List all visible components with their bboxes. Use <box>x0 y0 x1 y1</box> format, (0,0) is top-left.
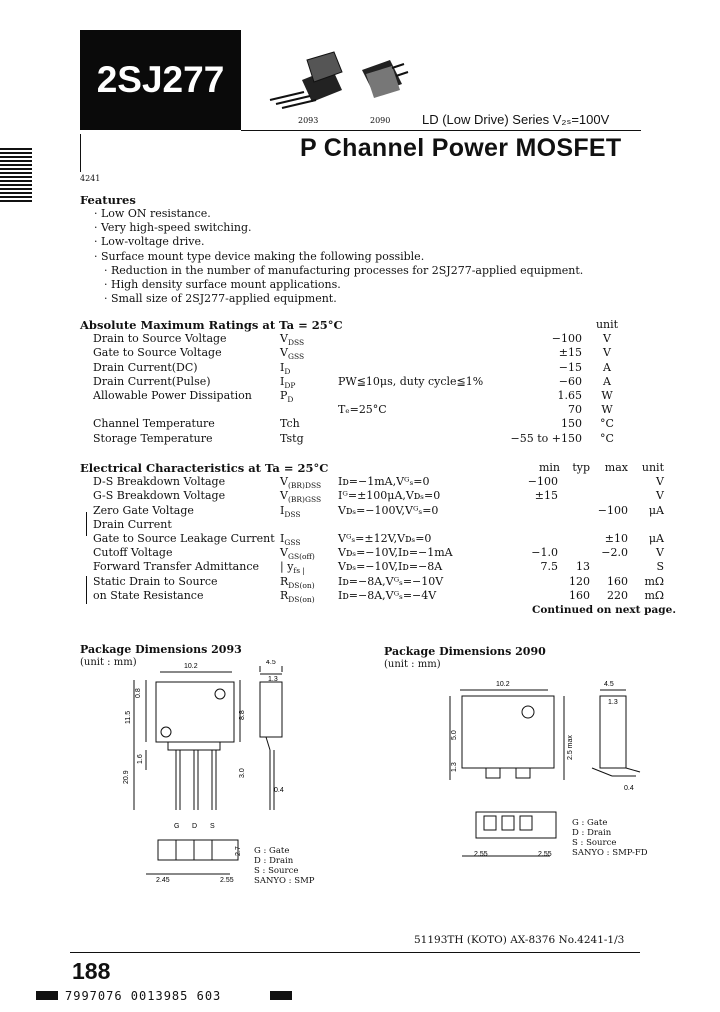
condition: Iᴅ=−1mA,Vᴳₛ=0 <box>338 475 430 489</box>
pkg1-dim: 20.9 <box>123 770 130 784</box>
typ-value: 160 <box>569 588 590 602</box>
unit: V <box>656 475 664 489</box>
elec-rows <box>80 475 670 603</box>
pkg2-unit: (unit : mm) <box>384 659 441 670</box>
feature-subitem: · Small size of 2SJ277-applied equipment. <box>104 292 337 306</box>
package-2093-image <box>270 52 342 108</box>
elec-row <box>80 589 670 603</box>
feature-subitem: · Reduction in the number of manufacturing processes for 2SJ277-applied equipment. <box>104 263 584 277</box>
rating-value: ±15 <box>558 346 582 360</box>
symbol: Tstg <box>280 431 304 445</box>
feature-item: · Low ON resistance. <box>94 207 211 220</box>
symbol: $P_D$ <box>280 388 294 405</box>
param-name: Gate to Source Voltage <box>93 346 222 360</box>
elec-row <box>80 489 670 503</box>
continued-row <box>80 603 676 617</box>
param-name: Static Drain to Source <box>93 574 218 588</box>
part-number-box <box>80 30 241 130</box>
unit: W <box>601 388 613 402</box>
min-value: −100 <box>527 475 558 489</box>
pkg2-dim: 10.2 <box>496 681 510 688</box>
abs-max-table <box>80 318 620 446</box>
elec-row <box>80 532 670 546</box>
symbol-subscript: DP <box>284 380 296 390</box>
condition: Tₑ=25°C <box>338 403 387 417</box>
pkg2-dim: 2.55 <box>474 851 488 858</box>
feature-item: · Surface mount type device making the following possible. <box>94 249 425 263</box>
feature-item: · Low-voltage drive. <box>94 235 205 249</box>
symbol: | $y_{fs |}$ <box>280 560 305 576</box>
rating-value: 1.65 <box>557 388 582 402</box>
rating-value: 70 <box>568 403 582 417</box>
symbol-subscript: GS(off) <box>287 552 315 562</box>
unit: μA <box>648 531 664 545</box>
doc-code: 4241 <box>80 174 101 183</box>
param-name: Forward Transfer Admittance <box>93 560 259 574</box>
barcode-mark-right <box>270 991 292 1000</box>
abs-max-unit-header: unit <box>595 318 619 331</box>
unit: S <box>656 560 664 574</box>
symbol-subscript: fs | <box>293 566 305 576</box>
typ-value: 13 <box>576 560 590 574</box>
min-value: 7.5 <box>540 560 558 574</box>
pkg1-dim: 0.8 <box>135 688 142 698</box>
series-line: LD (Low Drive) Series V₂ₛ=100V <box>422 112 610 127</box>
min-value: −1.0 <box>531 546 558 560</box>
doc-reference: 51193TH (KOTO) AX-8376 No.4241-1/3 <box>414 934 625 946</box>
elec-row <box>80 475 670 489</box>
barcode-text: 7997076 0013985 603 <box>65 989 222 1003</box>
symbol-subscript: DSS <box>287 338 305 348</box>
abs-max-heading: Absolute Maximum Ratings at Ta = 25°C <box>80 318 343 332</box>
unit: V <box>656 489 664 503</box>
symbol: $R_{DS(on)}$ <box>280 574 315 590</box>
symbol-subscript: DS(on) <box>288 580 315 590</box>
elec-heading: Electrical Characteristics at Ta = 25°C <box>80 461 329 475</box>
pkg2-dim: 4.5 <box>604 681 614 688</box>
legend-item: G : Gate <box>254 846 290 856</box>
unit: V <box>656 546 664 560</box>
symbol-subscript: DS(on) <box>288 594 315 604</box>
pkg2-dim: 1.3 <box>451 762 458 772</box>
feature-item: · Very high-speed switching. <box>94 221 252 235</box>
symbol: Tch <box>280 417 300 431</box>
elec-row <box>80 518 670 532</box>
condition: Vᴅₛ=−100V,Vᴳₛ=0 <box>338 503 439 517</box>
elec-row <box>80 560 670 574</box>
param-name: Cutoff Voltage <box>93 546 173 560</box>
condition: Vᴅₛ=−10V,Iᴅ=−8A <box>338 560 443 574</box>
abs-max-rows <box>80 332 620 446</box>
pin-label: S <box>210 823 215 830</box>
unit: μA <box>648 503 664 517</box>
param-name: Storage Temperature <box>93 431 213 445</box>
condition: Iᴳ=±100μA,Vᴅₛ=0 <box>338 489 441 503</box>
pkg1-dim: 1.6 <box>137 754 144 764</box>
symbol: $V_{GSS}$ <box>280 346 305 362</box>
pin-label: G <box>174 823 180 830</box>
unit: mΩ <box>644 574 664 588</box>
pkg1-dim: 4.5 <box>266 660 276 666</box>
symbol: $I_{GSS}$ <box>280 531 301 548</box>
legend-item: SANYO : SMP-FD <box>572 848 648 858</box>
pkg2-title: Package Dimensions 2090 <box>384 645 546 658</box>
max-value: 160 <box>607 574 628 588</box>
condition: Vᴅₛ=−10V,Iᴅ=−1mA <box>338 546 453 560</box>
param-name: Drain Current(DC) <box>93 360 198 374</box>
rating-value: −15 <box>558 360 582 374</box>
package-label-2093: 2093 <box>298 116 319 125</box>
pin-label: D <box>192 823 198 830</box>
pkg1-dim: 3.0 <box>239 768 246 778</box>
abs-max-row <box>80 403 620 417</box>
max-value: 220 <box>607 588 628 602</box>
barcode-mark-left <box>36 991 58 1000</box>
condition: Vᴳₛ=±12V,Vᴅₛ=0 <box>338 531 432 545</box>
edge-marks <box>0 148 32 208</box>
unit: mΩ <box>644 588 664 602</box>
symbol: $I_{DSS}$ <box>280 503 301 519</box>
symbol: $V_{(BR)GSS}$ <box>280 489 322 505</box>
symbol-subscript: D <box>287 395 294 405</box>
pkg2-dim: 5.0 <box>451 730 458 740</box>
param-name: D-S Breakdown Voltage <box>93 475 226 489</box>
param-name: Channel Temperature <box>93 417 215 431</box>
param-name: G-S Breakdown Voltage <box>93 489 226 503</box>
col-min: min <box>538 461 560 474</box>
param-name: on State Resistance <box>93 588 204 602</box>
abs-max-row <box>80 389 620 403</box>
typ-value: 120 <box>569 574 590 588</box>
pkg1-dim: 11.5 <box>125 710 132 724</box>
param-name: Gate to Source Leakage Current <box>93 531 275 545</box>
unit: °C <box>600 417 614 431</box>
condition: Iᴅ=−8A,Vᴳₛ=−10V <box>338 574 444 588</box>
legend-item: D : Drain <box>254 856 294 866</box>
page-number: 188 <box>72 958 111 984</box>
unit: V <box>603 332 611 346</box>
condition: Iᴅ=−8A,Vᴳₛ=−4V <box>338 588 437 602</box>
symbol-subscript: GSS <box>287 352 305 362</box>
col-unit: unit <box>641 461 664 474</box>
pkg1-dim: 2.7 <box>235 846 242 856</box>
pkg1-title: Package Dimensions 2093 <box>80 643 242 656</box>
continued-note: Continued on next page. <box>532 603 676 616</box>
abs-max-row <box>80 432 620 446</box>
min-value: ±15 <box>534 489 558 503</box>
features-section <box>80 193 583 306</box>
elec-row <box>80 504 670 518</box>
package-2090-image <box>362 60 408 98</box>
title-left-rule <box>80 134 81 172</box>
pkg1-dim: 2.45 <box>156 877 170 884</box>
rating-value: −55 to +150 <box>510 431 582 445</box>
max-value: −100 <box>597 503 628 517</box>
title-rule <box>241 130 641 131</box>
pkg2-dim: 2.5 max <box>567 735 574 760</box>
pkg2-dim: 2.55 <box>538 851 552 858</box>
legend-item: S : Source <box>572 838 617 848</box>
symbol: $V_{GS(off)}$ <box>280 546 315 562</box>
feature-subitem: · High density surface mount applications. <box>104 278 341 292</box>
param-name: Drain Current(Pulse) <box>93 374 211 388</box>
symbol: $R_{DS(on)}$ <box>280 588 315 604</box>
legend-item: SANYO : SMP <box>254 876 315 886</box>
param-name: Drain to Source Voltage <box>93 332 227 346</box>
unit: °C <box>600 431 614 445</box>
condition: PW≦10μs, duty cycle≦1% <box>338 374 484 388</box>
legend-item: G : Gate <box>572 818 608 828</box>
row-bracket <box>86 512 91 536</box>
pkg2-legend <box>572 818 648 858</box>
param-name: Allowable Power Dissipation <box>93 388 252 402</box>
unit: A <box>603 360 611 374</box>
symbol-subscript: (BR)GSS <box>287 495 322 505</box>
pkg1-dim: 2.55 <box>220 877 234 884</box>
elec-header <box>80 461 670 475</box>
symbol: $V_{(BR)DSS}$ <box>280 475 322 491</box>
page-title: P Channel Power MOSFET <box>300 134 622 162</box>
features-heading: Features <box>80 193 136 207</box>
abs-max-row <box>80 346 620 360</box>
symbol-subscript: D <box>284 366 291 376</box>
legend-item: S : Source <box>254 866 299 876</box>
pkg1-dim: 0.4 <box>274 787 284 794</box>
abs-max-row <box>80 361 620 375</box>
pkg1-dim: 10.2 <box>184 663 198 670</box>
pkg1-unit: (unit : mm) <box>80 657 137 668</box>
col-max: max <box>604 461 628 474</box>
pkg2-dim: 1.3 <box>608 699 618 706</box>
abs-max-row <box>80 332 620 346</box>
symbol: $V_{DSS}$ <box>280 332 305 348</box>
part-number: 2SJ277 <box>96 59 225 100</box>
param-name: Drain Current <box>93 517 172 531</box>
max-value: ±10 <box>604 531 628 545</box>
elec-table <box>80 461 676 617</box>
footer-rule <box>70 952 640 953</box>
elec-row <box>80 575 670 589</box>
pkg2-dim: 0.4 <box>624 785 634 792</box>
pkg1-dim: 1.3 <box>268 676 278 683</box>
unit: W <box>601 403 613 417</box>
symbol-subscript: DSS <box>284 509 301 519</box>
package-label-2090: 2090 <box>370 116 391 125</box>
abs-max-row <box>80 417 620 431</box>
col-typ: typ <box>572 461 590 474</box>
legend-item: D : Drain <box>572 828 612 838</box>
unit: A <box>603 374 611 388</box>
pkg1-legend <box>254 846 315 886</box>
max-value: −2.0 <box>601 546 628 560</box>
symbol-subscript: GSS <box>284 538 301 548</box>
pkg1-dim: 8.8 <box>239 710 246 720</box>
symbol: $I_D$ <box>280 360 291 376</box>
rating-value: −100 <box>551 332 582 346</box>
package-illustrations <box>262 50 412 122</box>
symbol: $I_{DP}$ <box>280 374 296 390</box>
rating-value: 150 <box>561 417 582 431</box>
row-bracket <box>86 576 91 604</box>
elec-row <box>80 546 670 560</box>
rating-value: −60 <box>558 374 582 388</box>
symbol-subscript: (BR)DSS <box>287 481 322 491</box>
abs-max-row <box>80 375 620 389</box>
abs-max-header <box>80 318 620 332</box>
param-name: Zero Gate Voltage <box>93 503 194 517</box>
unit: V <box>603 346 611 360</box>
